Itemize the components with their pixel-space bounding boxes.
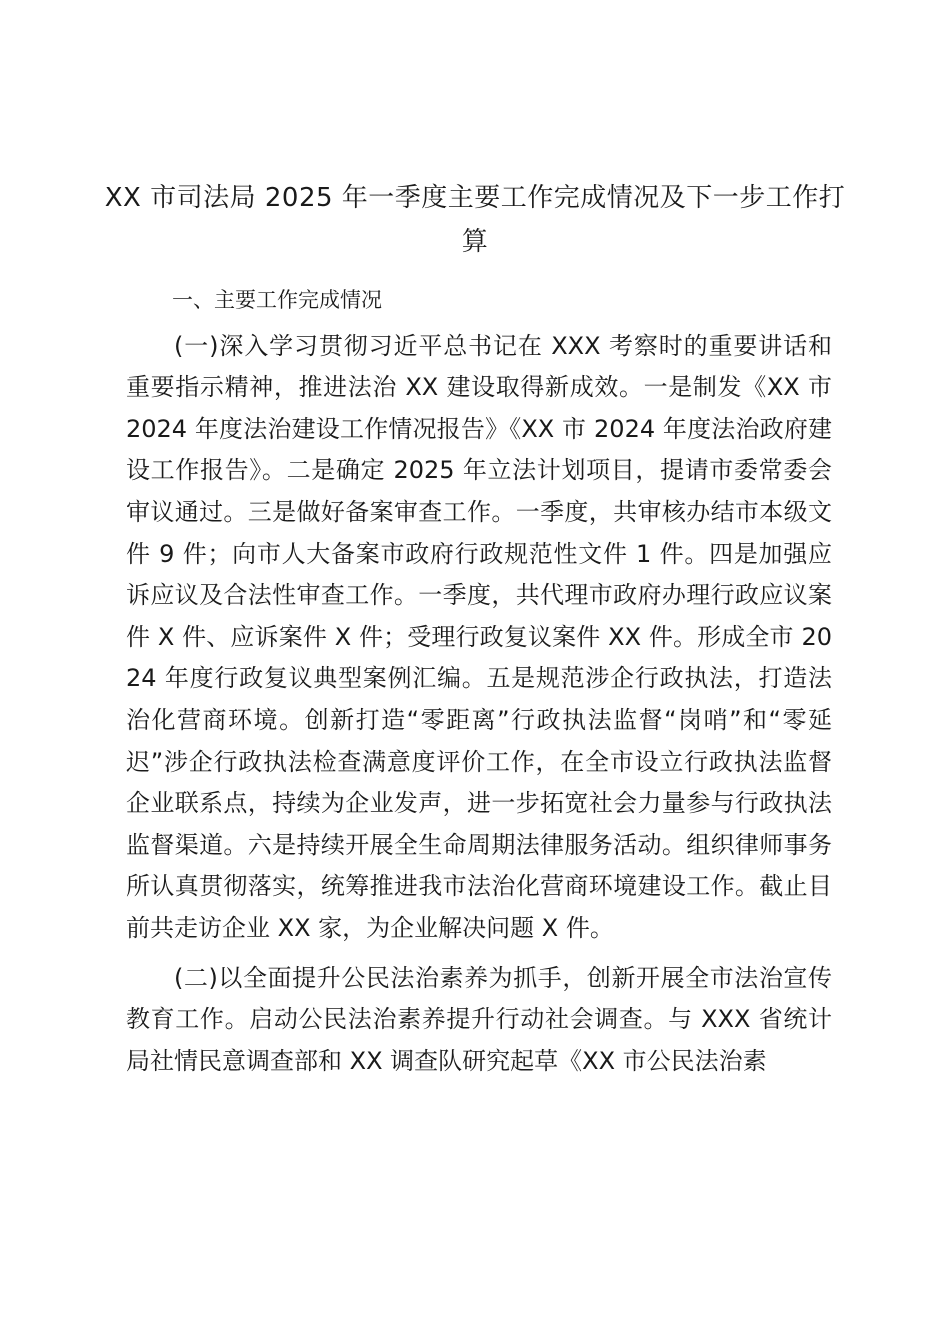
paragraph-2: (二)以全面提升公民法治素养为抓手，创新开展全市法治宣传教育工作。启动公民法治素养提升行动社会调查。与 XXX 省统计局社情民意调查部和 XX 调查队研究起草《XX 市公民法治素 xyxy=(126,963,832,1075)
section-heading: 一、主要工作完成情况 xyxy=(172,288,382,312)
paragraph-1: (一)深入学习贯彻习近平总书记在 XXX 考察时的重要讲话和重要指示精神，推进法治 XX 建设取得新成效。一是制发《XX 市 2024 年度法治建设工作情况报告》《XX 市 2024 年度法治政府建设工作报告》。二是确定 2025 年立法计划项目，提请市委常委会审议通过。三是做好备案审查工作。一季度，共审核办结市本级文件 9 件；向市人大备案市政府行政规范性文件 1 件。四是加强应诉应议及合法性审查工作。一季度，共代理市政府办理行政应议案件 X 件、应诉案件 X 件；受理行政复议案件 XX 件。形成全市 2024 年度行政复议典型案例汇编。五是规范涉企行政执法，打造法治化营商环境。创新打造“零距离”行政执法监督“岗哨”和“零延迟”涉企行政执法检查满意度评价工作，在全市设立行政执法监督企业联系点，持续为企业发声，进一步拓宽社会力量参与行政执法监督渠道。六是持续开展全生命周期法律服务活动。组织律师事务所认真贯彻落实，统筹推进我市法治化营商环境建设工作。截止目前共走访企业 XX 家，为企业解决问题 X 件。 xyxy=(126,331,832,942)
document-title: XX 市司法局 2025 年一季度主要工作完成情况及下一步工作打算 xyxy=(104,183,846,257)
document-body xyxy=(126,280,832,1082)
